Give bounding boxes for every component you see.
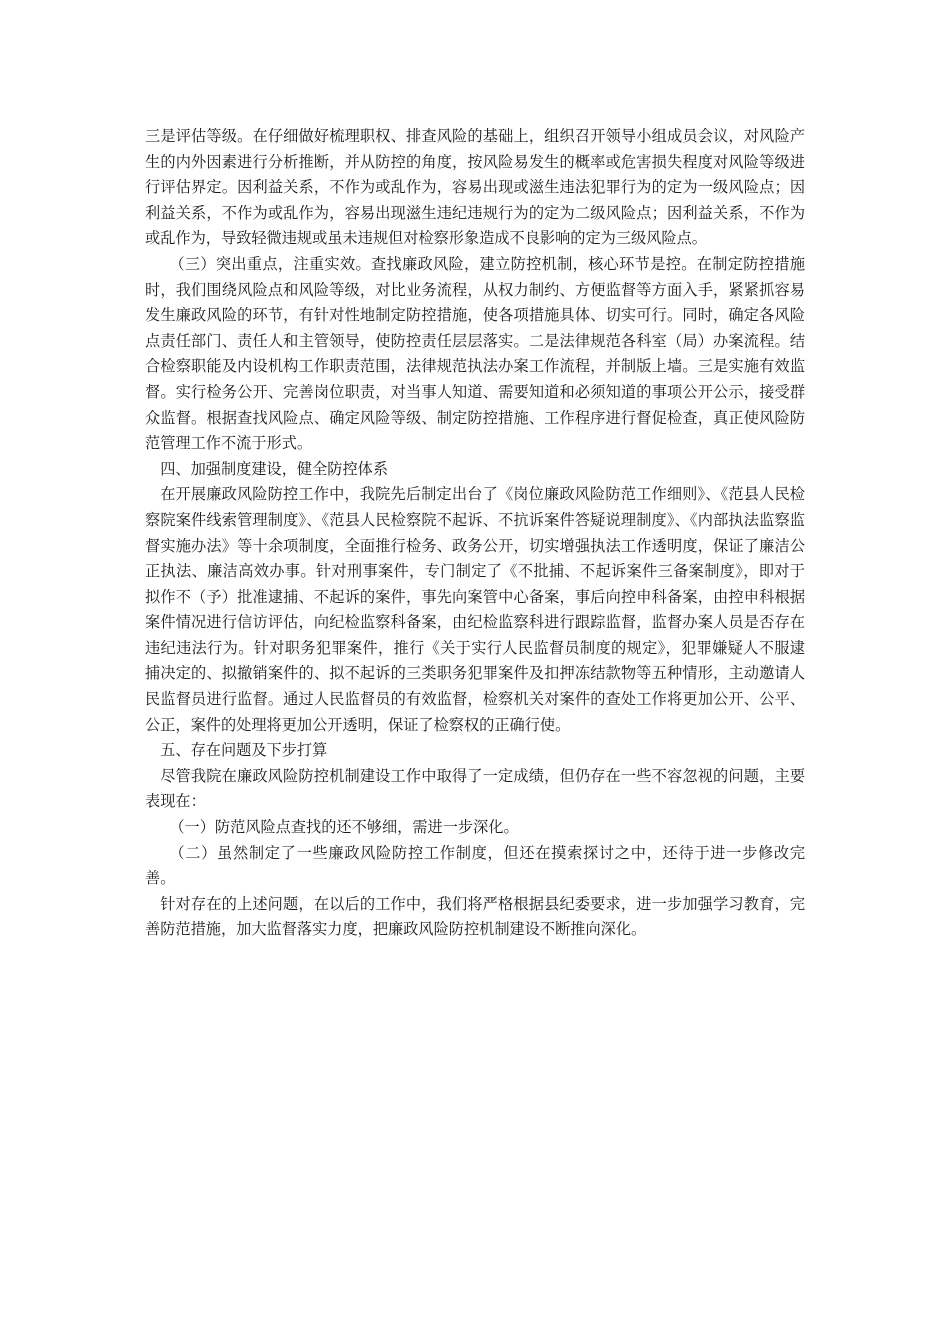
section-heading-system-building: 四、加强制度建设，健全防控体系 — [160, 459, 388, 478]
paragraph-problem-one: （一）防范风险点查找的还不够细，需进一步深化。 — [169, 818, 519, 837]
paragraph-next-steps: 针对存在的上述问题，在以后的工作中，我们将严格根据县纪委要求，进一步加强学习教育，完善防范措施，加大监督落实力度，把廉政风险防控机制建设不断推向深化。 — [145, 894, 805, 939]
paragraph-risk-grading: 三是评估等级。在仔细做好梳理职权、排查风险的基础上，组织召开领导小组成员会议，对风险产生的内外因素进行分析推断，并从防控的角度，按风险易发生的概率或危害损失程度对风险等级进行评估界定。因利益关系，不作为或乱作为，容易出现或滋生违法犯罪行为的定为一级风险点；因利益关系，不作为或乱作为，容易出现滋生违纪违规行为的定为二级风险点；因利益关系，不作为或乱作为，导致轻微违规或虽未违规但对检察形象造成不良影响的定为三级风险点。 — [145, 127, 805, 248]
document-body — [145, 124, 805, 943]
paragraph-system-building: 在开展廉政风险防控工作中，我院先后制定出台了《岗位廉政风险防范工作细则》、《范县人民检察院案件线索管理制度》、《范县人民检察院不起诉、不抗诉案件答疑说理制度》、《内部执法监察监督实施办法》等十余项制度，全面推行检务、政务公开，切实增强执法工作透明度，保证了廉洁公正执法、廉洁高效办事。针对刑事案件，专门制定了《不批捕、不起诉案件三备案制度》，即对于拟作不（予）批准逮捕、不起诉的案件，事先向案管中心备案，事后向控申科备案，由控申科根据案件情况进行信访评估，向纪检监察科备案，由纪检监察科进行跟踪监督，监督办案人员是否存在违纪违法行为。针对职务犯罪案件，推行《关于实行人民监督员制度的规定》，犯罪嫌疑人不服逮捕决定的、拟撤销案件的、拟不起诉的三类职务犯罪案件及扣押冻结款物等五种情形，主动邀请人民监督员进行监督。通过人民监督员的有效监督，检察机关对案件的查处工作将更加公开、公平、公正，案件的处理将更加公开透明，保证了检察权的正确行使。 — [145, 485, 805, 734]
paragraph-problem-two: （二）虽然制定了一些廉政风险防控工作制度，但还在摸索探讨之中，还待于进一步修改完善。 — [145, 843, 805, 888]
section-heading-problems-plans: 五、存在问题及下步打算 — [160, 741, 328, 760]
paragraph-problems-intro: 尽管我院在廉政风险防控机制建设工作中取得了一定成绩，但仍存在一些不容忽视的问题，主要表现在： — [145, 766, 805, 811]
paragraph-key-points: （三）突出重点，注重实效。查找廉政风险，建立防控机制，核心环节是控。在制定防控措施时，我们围绕风险点和风险等级，对比业务流程，从权力制约、方便监督等方面入手，紧紧抓容易发生廉政风险的环节，有针对性地制定防控措施，使各项措施具体、切实可行。同时，确定各风险点责任部门、责任人和主管领导，使防控责任层层落实。二是法律规范各科室（局）办案流程。结合检察职能及内设机构工作职责范围，法律规范执法办案工作流程，并制版上墙。三是实施有效监督。实行检务公开、完善岗位职责，对当事人知道、需要知道和必须知道的事项公开公示，接受群众监督。根据查找风险点、确定风险等级、制定防控措施、工作程序进行督促检查，真正使风险防范管理工作不流于形式。 — [145, 254, 805, 453]
